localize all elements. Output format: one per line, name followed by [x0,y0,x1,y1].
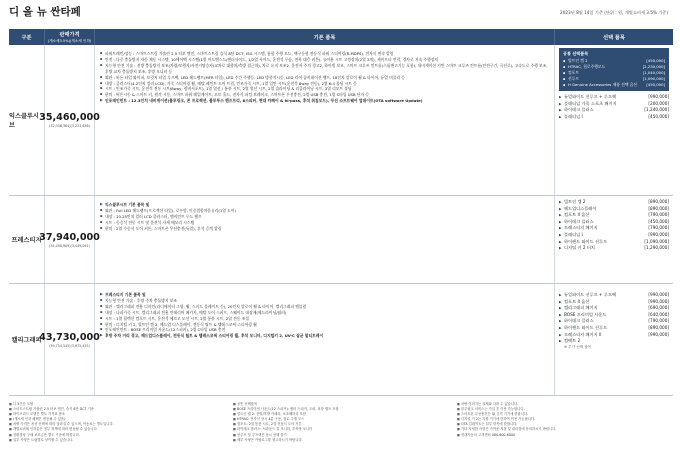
feature-item: ▪ 내장 : 나파가죽 시트, 캘리그래피 전용 인테리어 패키지, 메탈 도어 스커프, 스웨이드 내장재(헤드라이닝/필러) [100,310,549,316]
package-item: ▪ 빌트인 캠 2 [450,000] [563,58,665,64]
footnote: ■ OTA 업데이트는 일부 항목에 한합니다. [457,422,673,427]
feature-item: ▪ 지능형 안전 기술 : 후방 주차 충돌방지 보조 [100,298,549,304]
footnote-column [233,402,449,443]
footnote: ■ 차량 가격은 옵션 선택에 따라 달라질 수 있으며, 탁송료는 별도입니다. [9,422,225,427]
feature-item: ▶ 인포테인먼트 : 12.3인치 내비게이션(블루링크, 폰 프로젝션, 블루투스 핸즈프리, 6스피커, 현대 카페이 & hi-pass, 후석 취침모드), 무선 소프트웨어 업데이트(OTA software Update) [100,98,549,104]
feature-item: ▪ 외관 : 캘리그래피 전용 디자인(라디에이터 그릴, 휠, 스키드 플레이트 등), 20인치 알로이 휠 & 타이어, 캘리그래피 엠블럼 [100,304,549,310]
footnote: ■ 빌트인 캠 2: 전방/후방 카메라, 보조배터리 포함 [233,412,449,417]
feature-item: ▪ 시트 : 인조가죽 시트, 운전석 전동 시트(8way, 럼버서포트), 1열 열선 / 통풍 시트, 2열 열선 시트, 2열 슬라이딩 & 리클라이닝 시트, 3열 리모트 폴딩 [100,86,549,92]
option-item: ▶ 컴포트 II 옵션 [990,000] [559,299,669,306]
feature-item: ▶ 프레스티지 기본 품목 및 [100,292,549,298]
common-package-box [559,48,669,91]
header-options: 선택 품목 [555,29,673,45]
price-value: 37,940,000 [39,231,100,243]
footnote: ■ 스마트스트림 가솔린 2.5 터보 엔진, 습식 8단 DCT 기준 [9,407,225,412]
footnote: ■ 개별소비세 인하분은 정부 정책에 따라 변동될 수 있습니다. [9,427,225,432]
feature-item: ▪ 지능형 안전 기술 : 전방 충돌방지 보조(차량/보행자/자전거탑승자/교차로 대향차/측방 접근차), 차로 유지 보조2, 운전자 주의 경고2, 하이빔 보조, 스마트 크루즈 컨트롤(스톱앤고기능 포함), 내비게이션 기반 스마트 크루즈 컨트롤(안전구간, 곡선로), 고속도로 주행 보조, 후방 교차 충돌방지 보조, 후방 모니터 등 [100,63,549,75]
option-item: ▶ 컴팩트 2 [559,338,669,345]
feature-item: ▶ 익스클루시브 기본 품목 및 [100,202,549,208]
feature-item: ▪ 안전 : 다중 충돌방지 자동 제동 시스템, 10에어백 시스템(1열 어드밴스드/센터사이드, 1/2열 사이드, 운전석 무릎, 전복 대응 커튼), 유아용 시트 고정장치(2열 2개), 세이프티 언락, 경사로 저속 주행장치 [100,57,549,63]
price-basis-note: 2023년 8월 14일 기준 (단위 : 원, 개별소비세 3.5% 기준) [560,10,668,15]
footnote: ■ 친환경차 구매 보조금은 별도 기준에 따릅니다. [9,433,225,438]
feature-item: ▪ 파워트레인/성능 : 스마트스트림 가솔린 2.5 터보 엔진, 스마트스트림 습식 8단 DCT, ISG 시스템, 통합 주행 모드, 랙구동형 전동식 파워 스티어링(R-MDPS), 전자식 변속 칼럼 [100,51,549,57]
table-header [9,29,673,45]
option-item: ▶ 하이테크 플러스 [1,240,000] [559,107,669,114]
feature-item: ▶ 후방 주차 거리 경고, 헤드업디스플레이, 전동식 틸트 & 텔레스코픽 스티어링 휠, 후석 모니터, 디지털키 2, UV-C 살균 멀티트레이 [100,333,549,339]
footnote: ■ 세부 사양은 카탈로그를 참고하시기 바랍니다. [233,438,449,443]
option-list [555,196,673,283]
footnote: ■ 디지털 키 2는 지원 기기에 한하여 이용 가능합니다. [457,417,673,422]
footnote: ■ 하이브리드 모델은 별도 가격표 참조 [9,412,225,417]
option-item: ▶ 플래티넘 I [450,000] [559,114,669,121]
option-item: ▶ 듀얼와이드 선루프 + 루프랙 [990,000] [559,292,669,299]
feature-item: ▪ 외관 : Full LED 헤드램프(프로젝션 타입), 로우빔, 이중접합차음유리(1열 도어) [100,208,549,214]
footnote: ■ 스마트폰 무선충전은 Qi 규격 기기에 한합니다. [457,412,673,417]
trim-price [39,284,100,395]
header-features: 기본 품목 [95,29,555,45]
footnote: ■ 컴포트: 2열 통풍 시트, 2열 전동식 도어 커튼 [233,422,449,427]
feature-list [95,196,555,283]
price-value: 43,730,000 [39,331,100,343]
option-item: ▶ BOSE 프리미엄 사운드 [640,000] [559,312,669,319]
package-item: ▪ 컴포트 [1,040,000] [563,70,665,76]
option-note: ※ 추가 선택 품목 [564,344,592,349]
option-item: ▶ 디지털 키 2 터치 [1,290,000] [559,245,669,252]
feature-item: ▪ 편의 : 버튼시동 & 스마트 키, 원격 시동, 스마트 파워 테일게이트, 오토 홀드, 전자식 파킹 브레이크, 스마트폰 무선충전, 2열 USB 충전, 1열 C타입 USB 단자 등 [100,92,549,98]
option-item: ▶ 듀얼와이드 선루프 + 루프랙 [990,000] [559,94,669,101]
option-item: ▶ 하이랜드 와이드 선루프 [890,000] [559,325,669,332]
footnote: ■ 공통 선택품목 [233,402,449,407]
table-row [9,284,673,396]
footnote-column [457,402,673,443]
option-item: ▶ 플래티넘 I [990,000] [559,232,669,239]
footnote: ■ BOSE 프리미엄 사운드(12 스피커): 센터 스피커, 우퍼, 외장 앰프 포함 [233,407,449,412]
footnote: ■ 일부 사양은 트림별로 상이할 수 있습니다. [9,438,225,443]
option-item: ▶ 하이테크 플러스 [450,000] [559,219,669,226]
feature-item: ▪ 내장 : 클러스터(4.2인치 컬러 LCD), 가죽 스티어링 휠, 메탈 페인트 도어 트림, 인조가죽 시트, 1열 일반 시트(운전석 8way 전동), 2열 6:4 폴딩 시트 등 [100,81,549,87]
footnote: ■ 선루프 및 루프랙은 동시 선택 불가 [233,433,449,438]
price-value: 35,460,000 [39,112,100,123]
option-list [555,284,673,395]
option-item: ▶ 컴포트 II 옵션 [790,000] [559,212,669,219]
footnote: ■ 기타 자세한 사항은 가까운 지점 및 대리점에 문의하시기 바랍니다. [457,427,673,432]
price-breakdown: (39,754,545)(3,975,455) [49,343,90,348]
option-item: ▶ 헤드업디스플레이 [890,000] [559,206,669,213]
package-item: ▪ H Genuine Accessories 제품 선택 옵션 [450,000] [563,82,665,88]
feature-list [95,284,555,395]
header-trim: 구분 [9,29,45,45]
option-item: ▶ 플래티넘 가죽 스포츠 패키지 [200,000] [559,101,669,108]
footnote: ■ 현대자동차 고객센터 080-600-6000 [457,433,673,438]
feature-item: ▪ 외관 : 히든 타입 와이퍼, 브릿지 타입 루프랙, LED 헤드램프(MFR 타입), LED 주간 주행등, LED 방향지시등, LED 리어 콤비네이션 램프, 18인치 알로이 휠 & 타이어, 듀얼 머플러 등 [100,75,549,81]
option-item: ▶ 빌트인 캠 2 [890,000] [559,199,669,206]
package-item: ▪ HTRAC, 험로주행모드 [2,230,000] [563,64,665,70]
feature-item: ▪ 편의 : 2열 수동식 도어 커튼, 스마트폰 무선충전(듀얼), 후석 승객 알림 [100,226,549,232]
option-item: ▶ 프레스티지 패키지 [790,000] [559,225,669,232]
feature-item: ▪ 인포테인먼트 : BOSE 프리미엄 사운드(12스피커), 2열 C타입 USB 충전 [100,327,549,333]
feature-item: ▪ 내장 : 10.25인치 컬러 LCD 클러스터, 앰비언트 무드 램프 [100,214,549,220]
page-title: 디 올 뉴 싼타페 [9,6,81,18]
option-item: ▶ 프레스티지 패키지 II [990,000] [559,332,669,339]
header-price: 판매가격 (개소세3.5%)(개소세 인하) [45,29,95,45]
option-item: ▶ 캘리그래피 패키지 [690,000] [559,305,669,312]
footnote: ■ 블루링크 서비스는 가입 후 이용 가능합니다. [457,407,673,412]
price-breakdown: (32,336,364)(3,223,636) [49,124,90,128]
feature-item: ▪ 편의 : 디지털 키 2, 빌트인 캠 2, 헤드업 디스플레이, 전동식 틸트 & 텔레스코픽 스티어링 휠 [100,322,549,328]
trim-name: 캘리그래피 [9,284,45,395]
footnote: ■ 하이테크 플러스: 서라운드 뷰 모니터, 후측방 모니터 [233,427,449,432]
option-list [555,45,673,195]
footnotes [9,402,673,443]
trim-price [39,45,100,195]
feature-item: ▪ 시트 : 동승석 전동 시트 및 운전석 자세 메모리 시스템 [100,220,549,226]
feature-list [95,45,555,195]
feature-item: ▪ 시트 : 1열 릴렉션 컴포트 시트, 운전석 에르고 모션 시트, 2열 통풍 시트, 2열 전동 조절 [100,316,549,322]
price-breakdown: (34,490,909)(3,449,091) [49,243,90,248]
footnote: ■ 차량 이미지는 실제와 다를 수 있습니다. [457,402,673,407]
table-row [9,45,673,196]
footnote-column [9,402,225,443]
option-item: ▶ 하이테크 플러스 [790,000] [559,318,669,325]
package-title: 공통 선택품목 [563,51,589,56]
footnote: ■ 디 5인승 모델 [9,402,225,407]
trim-price [39,196,100,283]
footnote: ■ (개소세 인하 혜택은 변동될 수 있음) [9,417,225,422]
table-row [9,196,673,284]
trim-name: 익스클루시브 [9,45,45,195]
footnote: ■ HTRAC: 전자식 상시 4륜 구동, 험로 주행 모드 [233,417,449,422]
trim-name: 프레스티지 [9,196,45,283]
option-item: ▶ 하이랜드 와이드 선루프 [1,090,000] [559,239,669,246]
package-item: ▪ 선루프 [1,090,000] [563,76,665,82]
